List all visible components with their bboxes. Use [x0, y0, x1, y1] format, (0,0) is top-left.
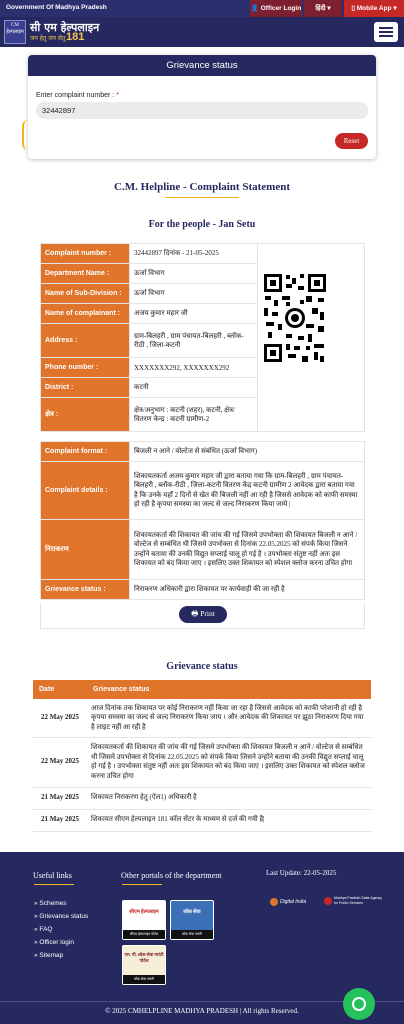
complaint-number-value: 32442897 दिनांक - 21-05-2025 [130, 244, 258, 264]
table-row: Grievance status : निराकरण अधिकारी द्वारा शिकायत पर कार्यवाही की जा रही है [41, 580, 365, 600]
complaint-format-value: बिजली न आने / वोल्टेज से संबंधित (ऊर्जा विभाग) [130, 442, 365, 462]
complaint-number-input[interactable] [36, 102, 368, 119]
chevron-down-icon: ▾ [393, 5, 397, 12]
table-row: Name of Sub-Division : ऊर्जा विभाग [41, 284, 365, 304]
date-column-header: Date [33, 680, 87, 699]
status-column-header: Grievance status [87, 680, 371, 699]
title-divider [165, 197, 239, 198]
table-row [41, 442, 365, 462]
digital-india-icon [270, 898, 278, 906]
table-row: Name of complainant : अजय कुमार महार जी [41, 304, 365, 324]
footer-link-schemes[interactable]: » Schemes [34, 900, 88, 913]
digital-india-logo[interactable]: Digital India [280, 899, 307, 905]
printer-icon: 🖶 [191, 609, 199, 618]
grievance-status-card [28, 55, 376, 159]
grievance-history-title: Grievance status [166, 661, 238, 672]
table-header-row [33, 680, 371, 699]
table-row: Phone number : XXXXXXX292, XXXXXXX292 [41, 358, 365, 378]
print-button[interactable]: 🖶 Print [179, 606, 227, 623]
chevron-down-icon: ▾ [327, 5, 331, 12]
reset-button[interactable]: Reset [335, 133, 368, 149]
cm-helpline-logo[interactable]: CM हेल्पलाइन [4, 20, 26, 44]
statement-title: C.M. Helpline - Complaint Statement [114, 181, 290, 193]
menu-icon [379, 27, 393, 29]
table-row: निराकरण शिकायतकर्ता की शिकायत की जांच की गई जिसमे उपभोक्ता की शिकायत बिजली न आने / वोल्टेज से सम्बंधित थी जिसमे उपभोक्ता से दिनांक 22.05.2025 को संपर्क किया जिसने उन्होंने बताया की उनकी विद्युत सप्लाई चालू हो गई है । उपभोक्ता संतुष्ट नहीं अतः इस शिकायत को बंद किया जाए । इसलिए उक्त शिकायत को स्पेशल क्लोज करना उचित होगा [41, 520, 365, 580]
table-row: Complaint details : शिकायतकर्ता अजय कुमार महार जी द्वारा बताया गया कि ग्राम-बिलहरी , ग्राम पंचायत-बिलहरी , ब्लॉक-रीठी , जिला-कटनी वितरण केंद्र कटनी ग्रामीण 2 आवेदक द्वारा बताया गया है कि उनके यहाँ 2 दिनों से खेत की बिजली नहीं आ रही है जिससे आवेदक को काफी समस्या हो रही है कृपया समस्या का जल्द से जल्द निराकरण किया जाये | [41, 462, 365, 520]
decorative-bracket [22, 120, 28, 150]
footer-link-faq[interactable]: » FAQ [34, 926, 88, 939]
footer-link-grievance-status[interactable]: » Grievance status [34, 913, 88, 926]
complaint-details-table [40, 441, 365, 600]
footer-link-sitemap[interactable]: » Sitemap [34, 952, 88, 965]
table-row: Department Name : ऊर्जा विभाग [41, 264, 365, 284]
table-row: 21 May 2025 शिकायत सीएम हेल्पलाइन 181 कॉल सेंटर के माध्यम से दर्ज की गयी है| [33, 809, 371, 831]
site-title: सी एम हेल्पलाइन [30, 21, 100, 34]
grievance-history-table [33, 680, 371, 832]
whatsapp-icon [352, 997, 366, 1011]
qr-code [262, 272, 328, 364]
site-header [0, 17, 404, 47]
table-row: क्षेत्र : क्षेत्र/अनुभाग : कटनी (शहर), कटनी, क्षेत्र/ वितरण केन्द्र : कटनी ग्रामीण-2 [41, 398, 365, 432]
complaint-number-key: Complaint number : [41, 244, 130, 264]
table-row: District : कटनी [41, 378, 365, 398]
table-row: 22 May 2025 आज दिनांक तक शिकायत पर कोई निराकरण नहीं किया जा रहा है जिससे आवेदक को काफी परेशानी हो रही है कृपया समस्या का जल्द से जल्द निराकरण किया जाय । और आवेदक की शिकायत पर झूठा निराकरण दिया गया है लाइट नहीं आ रही है [33, 699, 371, 737]
complaint-number-label: Enter complaint number : * [36, 92, 119, 99]
top-bar [0, 0, 404, 17]
useful-links-list [34, 900, 88, 965]
last-update: Last Update: 22-05-2025 [266, 869, 337, 877]
portal-cm-helpline[interactable]: सीएम हेल्पलाइन सीएम हेल्पलाइन पोर्टल [122, 900, 166, 940]
language-selector[interactable]: हिंदी ▾ [304, 0, 342, 17]
partner-logos [268, 894, 384, 914]
useful-links-title: Useful links [33, 871, 72, 880]
whatsapp-chat-button[interactable] [343, 988, 375, 1020]
complaint-format-key: Complaint format : [41, 442, 130, 462]
officer-login-button[interactable]: 👤 Officer Login [250, 0, 302, 17]
user-icon: 👤 [250, 5, 259, 12]
portal-lok-seva-guarantee[interactable]: एम. पी. लोक सेवा गारंटी पोर्टल लोक सेवा गारंटी [122, 945, 166, 985]
mpsaps-logo[interactable]: Madhya Pradesh State Agency for Public Services [334, 896, 383, 905]
mobile-app-button[interactable]: ▯ Mobile App ▾ [344, 0, 404, 17]
helpline-number: 181 [66, 31, 85, 43]
portals-title: Other portals of the department [121, 871, 222, 880]
mp-emblem-icon [324, 897, 332, 905]
table-row [41, 244, 365, 264]
hamburger-menu-button[interactable] [374, 22, 398, 42]
table-row: 21 May 2025 शिकायत निराकरण हेतु (ऐल1) अधिकारी है [33, 787, 371, 809]
government-label: Government Of Madhya Pradesh [6, 4, 107, 11]
footer-link-officer-login[interactable]: » Officer login [34, 939, 88, 952]
portal-lok-seva[interactable]: लोक सेवा लोक सेवा गारंटी [170, 900, 214, 940]
card-title: Grievance status [28, 55, 376, 76]
copyright-text: © 2025 CMHELPLINE MADHYA PRADESH | All rights Reserved. [105, 1007, 299, 1015]
table-row: Address : ग्राम-बिलहरी , ग्राम पंचायत-बिलहरी , ब्लॉक-रीठी , जिला-कटनी [41, 324, 365, 358]
table-row: 22 May 2025 शिकायतकर्ता की शिकायत की जांच की गई जिसमे उपभोक्ता की शिकायत बिजली न आने / वोल्टेज से सम्बंधित थी जिसमे उपभोक्ता से दिनांक 22.05.2025 को संपर्क किया जिसने उन्होंने बताया की उनकी विद्युत सप्लाई चालू हो गई है । उपभोक्ता संतुष्ट नहीं अतः इस शिकायत को बंद किया जाए । इसलिए उक्त शिकायत को स्पेशल क्लोज करना उचित होगा [33, 737, 371, 787]
phone-icon: ▯ [351, 5, 355, 12]
site-tagline: जन हेतु जन सेतु [30, 35, 66, 42]
statement-subtitle: For the people - Jan Setu [148, 219, 256, 230]
